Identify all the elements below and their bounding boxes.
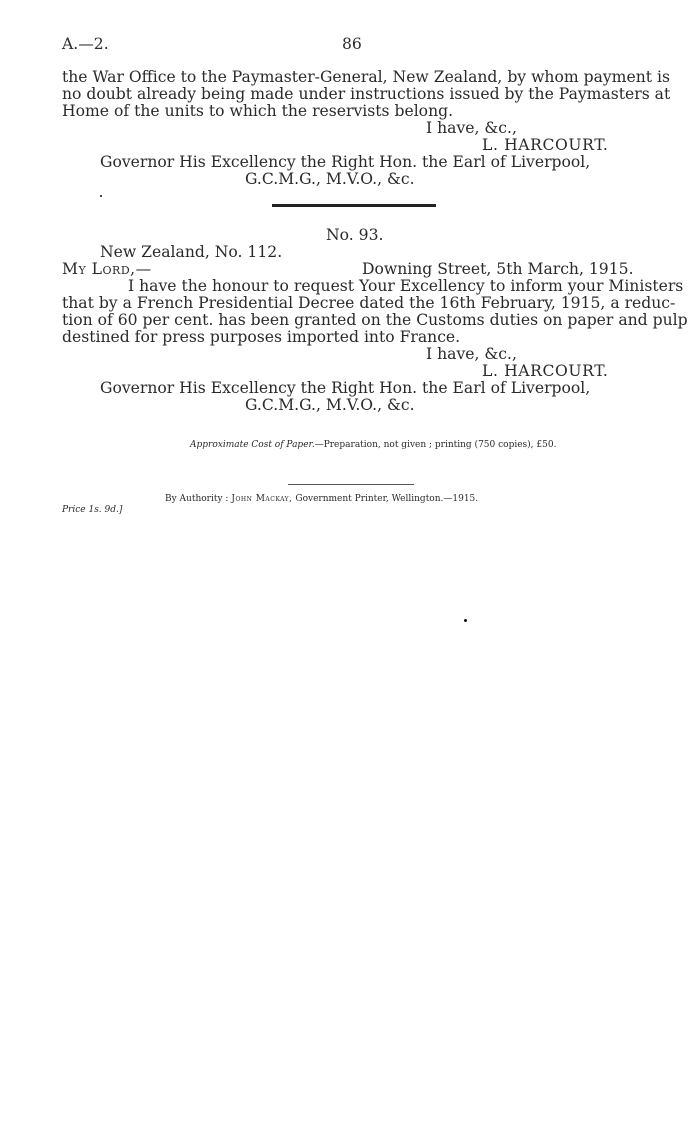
letter-92-addressee-line-1: Governor His Excellency the Right Hon. the Earl of Liverpool, [100, 153, 591, 171]
letter-number: No. 93. [326, 226, 384, 244]
ink-speck [464, 619, 467, 622]
letter-93-signature: L. HARCOURT. [482, 362, 609, 380]
letter-reference: New Zealand, No. 112. [100, 243, 283, 261]
cost-note [190, 440, 556, 450]
letter-93-addressee-line-1: Governor His Excellency the Right Hon. the Earl of Liverpool, [100, 379, 591, 397]
letter-93-body-line-2: that by a French Presidential Decree dated the 16th February, 1915, a reduc- [62, 294, 676, 312]
letter-93-closing: I have, &c., [426, 345, 517, 363]
letter-92-line-3: Home of the units to which the reservists belong. [62, 102, 454, 120]
footer-rule [288, 484, 414, 485]
authority-prefix: By Authority : [165, 494, 229, 504]
printer-name: John Mackay, [231, 494, 293, 504]
letter-93-body-line-1: I have the honour to request Your Excellency to inform your Ministers [128, 277, 684, 295]
letter-separator-rule [272, 204, 436, 207]
letter-92-closing: I have, &c., [426, 119, 517, 137]
salutation: My Lord,— [62, 260, 152, 278]
letter-92-signature: L. HARCOURT. [482, 136, 609, 154]
letter-92-line-2: no doubt already being made under instructions issued by the Paymasters at [62, 85, 671, 103]
cost-note-text: —Preparation, not given ; printing (750 copies), £50. [314, 440, 557, 450]
letter-93-body-line-3: tion of 60 per cent. has been granted on the Customs duties on paper and pulp [62, 311, 688, 329]
letter-93-body-line-4: destined for press purposes imported into France. [62, 328, 461, 346]
page-number: 86 [342, 35, 362, 53]
letter-92-line-1: the War Office to the Paymaster-General, New Zealand, by whom payment is [62, 68, 670, 86]
parliamentary-reference: A.—2. [62, 35, 109, 53]
cost-note-label: Approximate Cost of Paper. [190, 440, 315, 450]
place-and-date: Downing Street, 5th March, 1915. [362, 260, 634, 278]
authority-line [165, 494, 478, 504]
letter-93-addressee-line-2: G.C.M.G., M.V.O., &c. [245, 396, 415, 414]
price: Price 1s. 9d.] [62, 505, 123, 515]
ink-speck [100, 195, 102, 197]
authority-suffix: Government Printer, Wellington.—1915. [295, 494, 479, 504]
letter-92-addressee-line-2: G.C.M.G., M.V.O., &c. [245, 170, 415, 188]
